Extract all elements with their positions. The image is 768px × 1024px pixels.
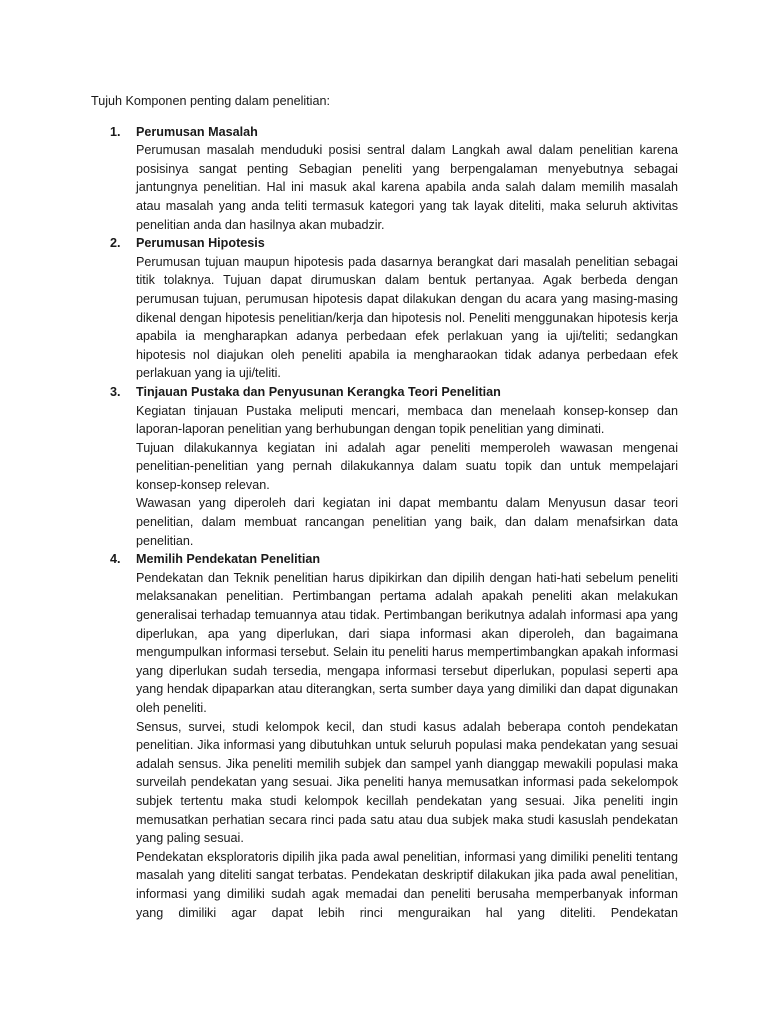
section-item <box>91 550 678 922</box>
section-item <box>91 123 678 235</box>
section-number: 1. <box>110 124 121 139</box>
section-heading: Memilih Pendekatan Penelitian <box>136 552 321 567</box>
section-number: 4. <box>110 552 121 567</box>
section-paragraph: Kegiatan tinjauan Pustaka meliputi mencari, membaca dan menelaah konsep-konsep dan laporan-laporan penelitian yang berhubungan dengan topik penelitian yang diminati. <box>136 403 678 437</box>
section-heading: Perumusan Masalah <box>136 124 258 139</box>
section-paragraph: Perumusan masalah menduduki posisi sentral dalam Langkah awal dalam penelitian karena posisinya sangat penting Sebagian peneliti yang berpengalaman menyebutnya sebagai jantungnya penelitian. Hal ini masuk akal karena apabila anda salah dalam memilih masalah atau masalah yang anda teliti termasuk kategori yang tak layak diteliti, maka seluruh aktivitas penelitian anda dan hasilnya akan mubadzir. <box>136 143 678 232</box>
section-paragraph: Pendekatan eksploratoris dipilih jika pada awal penelitian, informasi yang dimiliki peneliti tentang masalah yang diteliti sangat terbatas. Pendekatan deskriptif dilakukan jika pada awal penelitian, informasi yang dimiliki sudah agak memadai dan peneliti berusaha memperbanyak informan yang dimiliki agar dapat lebih rinci menguraikan hal yang diteliti. Pendekatan <box>136 849 678 920</box>
section-item <box>91 234 678 383</box>
section-paragraph: Tujuan dilakukannya kegiatan ini adalah agar peneliti memperoleh wawasan mengenai penelitian-penelitian yang pernah dilakukannya dalam suatu topik dan untuk mempelajari konsep-konsep relevan. <box>136 440 678 492</box>
section-paragraph: Pendekatan dan Teknik penelitian harus dipikirkan dan dipilih dengan hati-hati sebelum peneliti melaksanakan penelitian. Pertimbangan pertama adalah apakah peneliti akan melakukan generalisai terhadap temuannya atau tidak. Pertimbangan berikutnya adalah informasi apa yang diperlukan, apa yang diperlukan, dari siapa informasi akan diperoleh, dan bagaimana mengumpulkan informasi tersebut. Selain itu peneliti harus mempertimbangkan apakah informasi yang diperlukan sudah tersedia, mengapa informasi tersebut diperlukan, populasi seperti apa yang hendak dipaparkan atau diterangkan, serta sumber daya yang dimiliki dan dapat digunakan oleh peneliti. <box>136 570 678 715</box>
document-title: Tujuh Komponen penting dalam penelitian: <box>91 94 330 108</box>
section-number: 2. <box>110 236 121 251</box>
section-list <box>91 123 678 923</box>
section-paragraph: Perumusan tujuan maupun hipotesis pada dasarnya berangkat dari masalah penelitian sebagai titik tolaknya. Tujuan dapat dirumuskan dalam bentuk pertanyaa. Agak berbeda dengan perumusan tujuan, perumusan hipotesis dapat dilakukan dengan du acara yang masing-masing dikenal dengan hipotesis penelitian/kerja dan hipotesis nol. Peneliti menggunakan hipotesis kerja apabila ia mengharapkan adanya perbedaan efek perlakuan yang ia uji/teliti; sedangkan hipotesis nol diajukan oleh peneliti apabila ia mengharaokan tidak adanya perbedaan efek perlakuan yang ia uji/teliti. <box>136 254 678 381</box>
section-paragraph: Sensus, survei, studi kelompok kecil, dan studi kasus adalah beberapa contoh pendekatan penelitian. Jika informasi yang dibutuhkan untuk seluruh populasi maka pendekatan yang sesuai adalah sensus. Jika peneliti memilih subjek dan sampel yanh dianggap mewakili populasi maka surveilah pendekatan yang sesuai. Jika peneliti hanya memusatkan informasi pada sekelompok subjek tertentu maka studi kelompok kecillah pendekatan yang sesuai. Jika peneliti ingin memusatkan perhatian secara rinci pada satu atau dua subjek maka studi kasuslah pendekatan yang paling sesuai. <box>136 719 678 846</box>
section-number: 3. <box>110 384 121 399</box>
section-heading: Tinjauan Pustaka dan Penyusunan Kerangka Teori Penelitian <box>136 384 501 399</box>
document-body <box>91 92 678 922</box>
section-item <box>91 383 678 550</box>
section-heading: Perumusan Hipotesis <box>136 236 265 251</box>
section-paragraph: Wawasan yang diperoleh dari kegiatan ini dapat membantu dalam Menyusun dasar teori penelitian, dalam membuat rancangan penelitian yang baik, dan dalam menafsirkan data penelitian. <box>136 496 678 548</box>
